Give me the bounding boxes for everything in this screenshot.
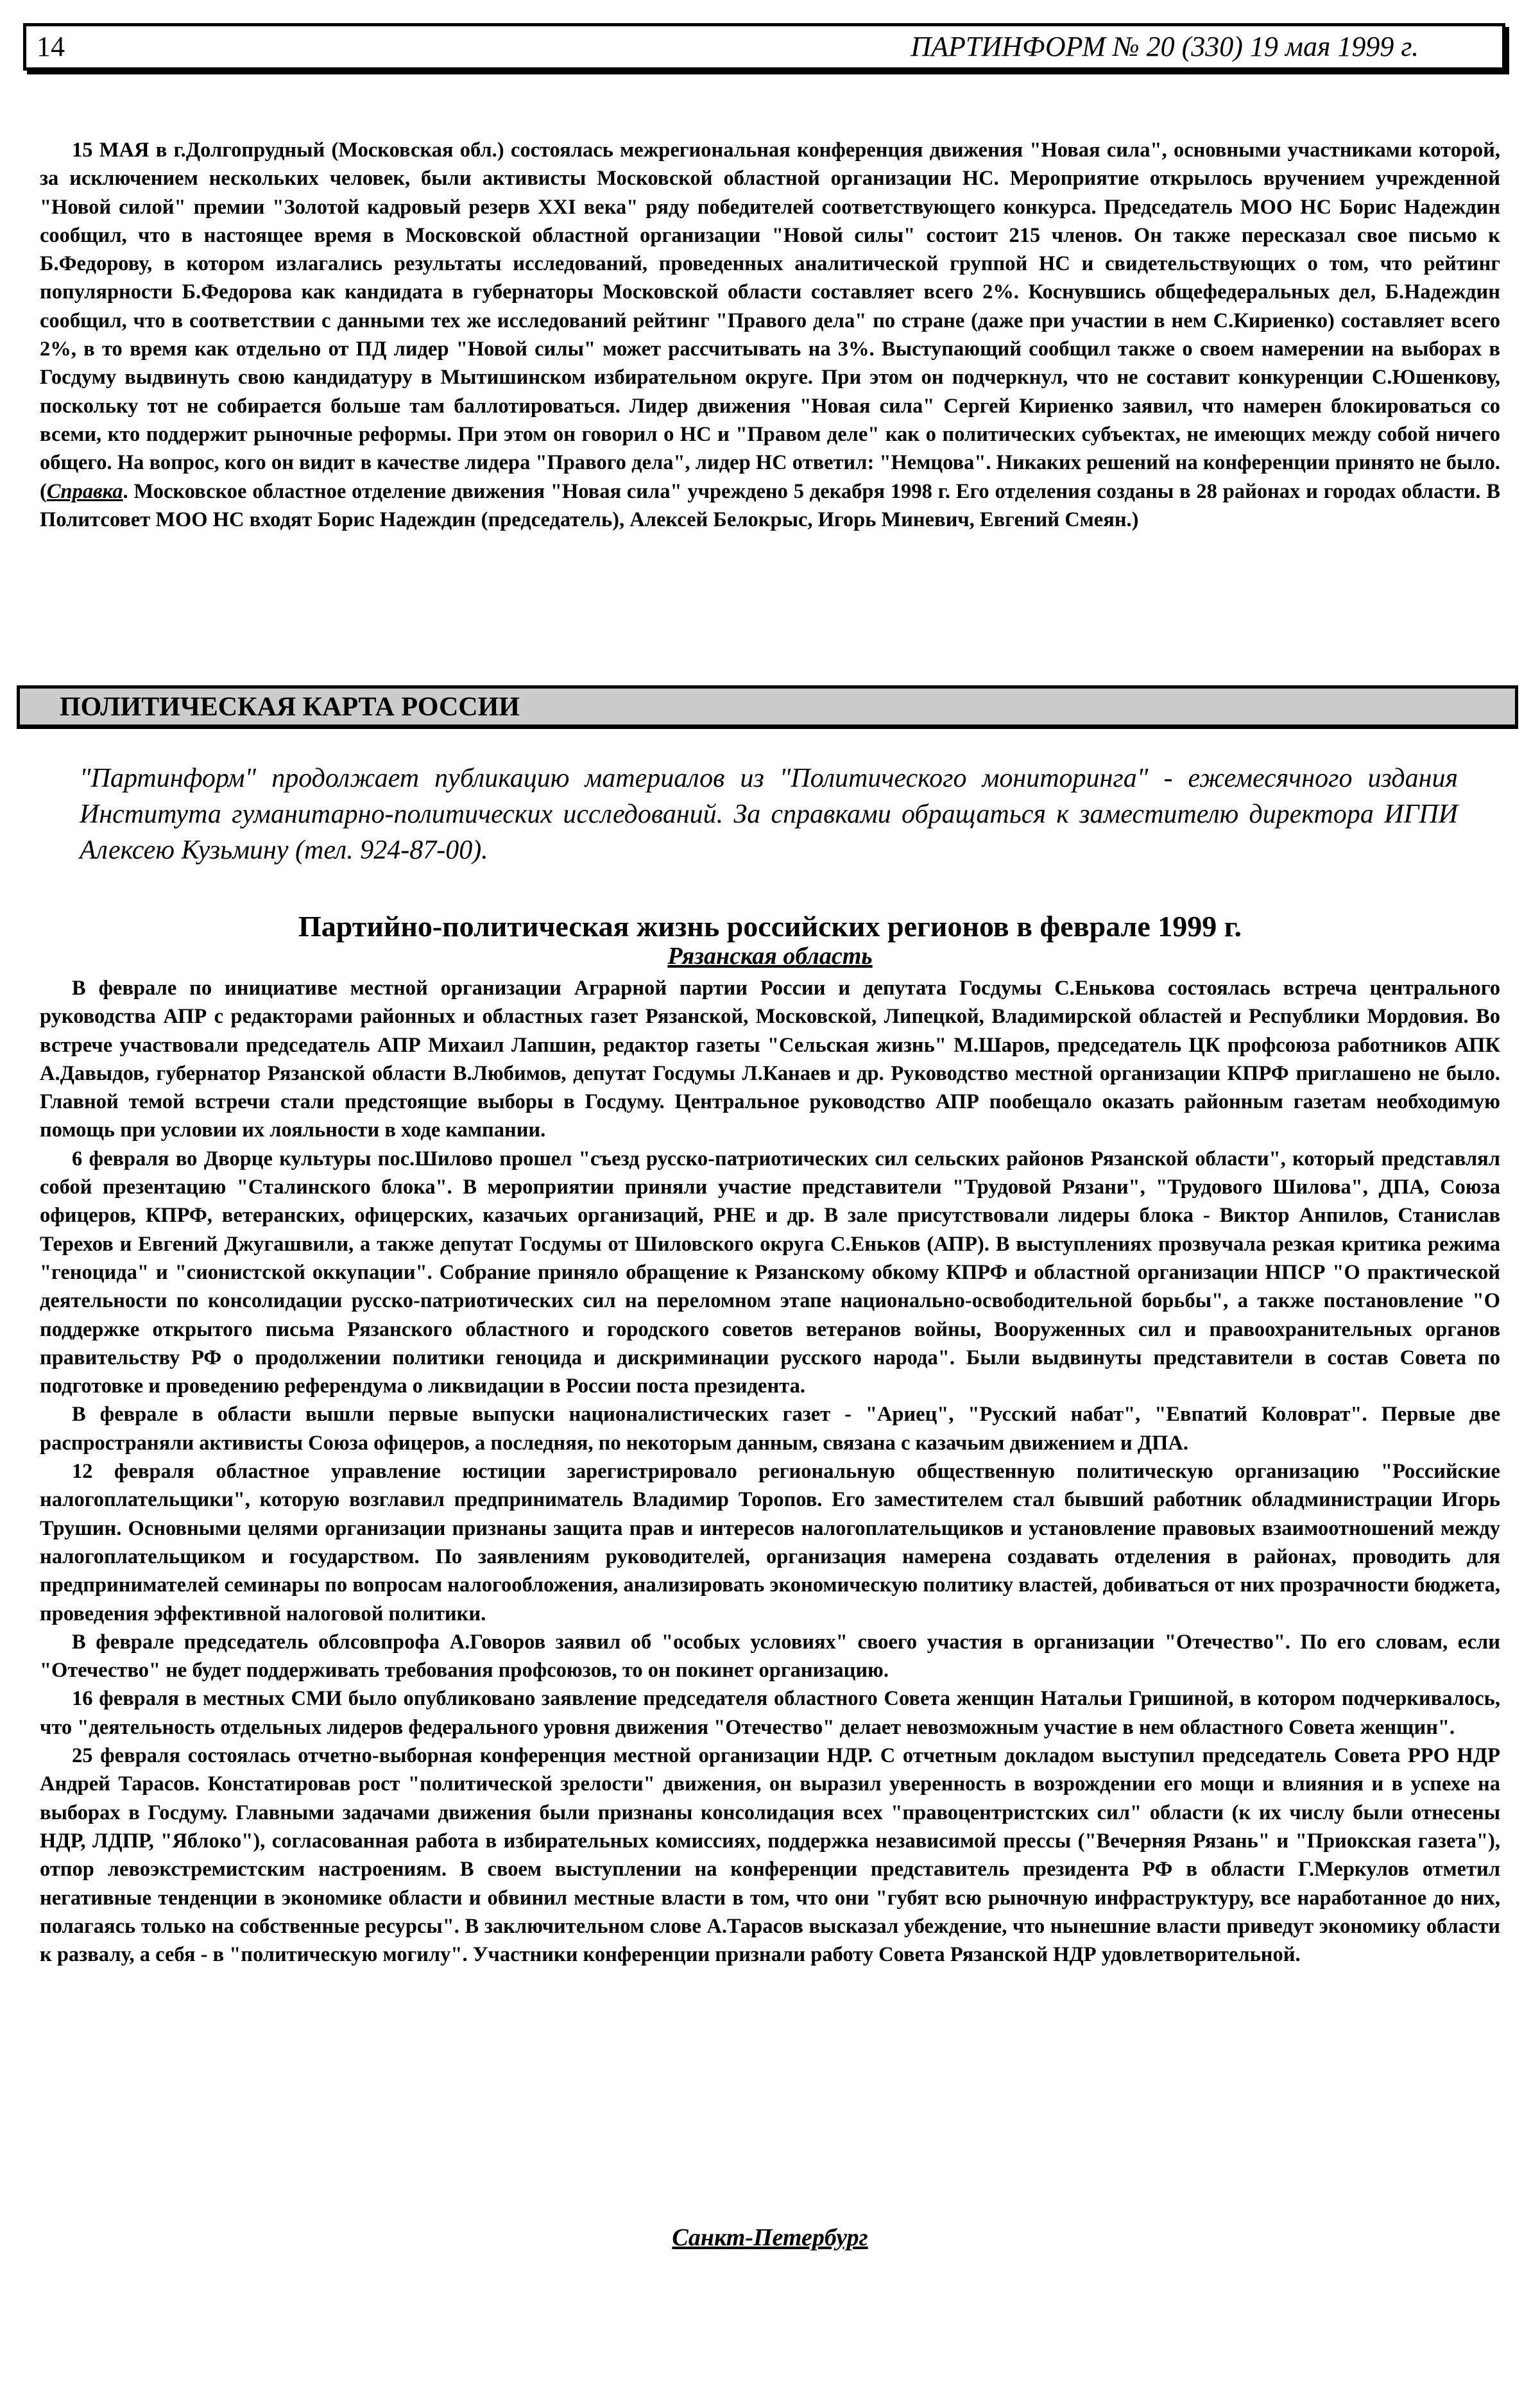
region-title-spb: Санкт-Петербург xyxy=(672,2224,868,2251)
page-number: 14 xyxy=(37,31,65,62)
page-header xyxy=(23,23,1505,71)
section-intro: "Партинформ" продолжает публикацию материалов из "Политического мониторинга" - ежемесячного издания Института гуманитарно-политических исследований. За справками обращаться к заместителю директора ИГПИ Алексею Кузьмину (тел. 924-87-00). xyxy=(80,764,1458,865)
note-label: Справка xyxy=(46,479,123,503)
region-paragraph: 12 февраля областное управление юстиции зарегистрировало региональную общественную политическую организацию "Российские налогоплательщики", которую возглавил предприниматель Владимир Торопов. Его заместителем стал бывший работник обладминистрации Игорь Трушин. Основными целями организации признаны защита прав и интересов налогоплательщиков и установление правовых взаимоотношений между налогоплательщиком и государством. По заявлениям руководителей, организация намерена создавать отделения в районах, проводить для предпринимателей семинары по вопросам налогообложения, анализировать экономическую политику властей, добиваться от них прозрачности бюджета, проведения эффективной налоговой политики. xyxy=(40,1460,1500,1625)
region-title-ryazan: Рязанская область xyxy=(667,943,873,970)
region-paragraph: 6 февраля во Дворце культуры пос.Шилово прошел "съезд русско-патриотических сил сельских районов Рязанской области", который представлял собой презентацию "Сталинского блока". В мероприятии приняли участие представители "Трудовой Рязани", "Трудового Шилова", ДПА, Союза офицеров, КПРФ, ветеранских, офицерских, казачьих организаций, РНЕ и др. В зале присутствовали лидеры блока - Виктор Анпилов, Станислав Терехов и Евгений Джугашвили, а также депутат Госдумы от Шиловского округа С.Еньков (АПР). В выступлениях прозвучала резкая критика режима "геноцида" и "сионистской оккупации". Собрание приняло обращение к Рязанскому обкому КПРФ и областной организации НПСР "О практической деятельности по консолидации русско-патриотических сил на переломном этапе национально-освободительной борьбы", а также постановление "О поддержке открытого письма Рязанского областного и городского советов ветеранов войны, Вооруженных сил и правоохранительных органов правительству РФ о продолжении политики геноцида и дискриминации русского народа". Были выдвинуты представители в состав Совета по подготовке и проведению референдума о ликвидации в России поста президента. xyxy=(40,1147,1500,1398)
region-body-ryazan xyxy=(40,974,1500,1969)
article-paragraph: 15 МАЯ в г.Долгопрудный (Московская обл.) состоялась межрегиональная конференция движения "Новая сила", основными участниками которой, за исключением нескольких человек, были активисты Московской областной организации НС. Мероприятие открылось вручением учрежденной "Новой силой" премии "Золотой кадровый резерв XXI века" ряду победителей соответствующего конкурса. Председатель МОО НС Борис Надеждин сообщил, что в настоящее время в Московской областной организации "Новой силы" состоит 215 членов. Он также пересказал свое письмо к Б.Федорову, в котором излагались результаты исследований, проведенных аналитической группой НС и свидетельствующих о том, что рейтинг популярности Б.Федорова как кандидата в губернаторы Московской области составляет всего 2%. Коснувшись общефедеральных дел, Б.Надеждин сообщил, что в соответствии с данными тех же исследований рейтинг "Правого дела" по стране (даже при участии в нем С.Кириенко) составляет всего 2%, в то время как отдельно от ПД лидер "Новой силы" может рассчитывать на 3%. Выступающий сообщил также о своем намерении на выборах в Госдуму выдвинуть свою кандидатуру в Мытишинском избирательном округе. При этом он подчеркнул, что не составит конкуренции С.Юшенкову, поскольку тот не собирается больше там баллотироваться. Лидер движения "Новая сила" Сергей Кириенко заявил, что намерен блокироваться со всеми, кто поддержит рыночные реформы. При этом он говорил о НС и "Правом деле" как о политических субъектах, не имеющих между собой ничего общего. На вопрос, кого он видит в качестве лидера "Правого дела", лидер НС ответил: "Немцова". Никаких решений на конференции принято не было. (Справка. Московское областное отделение движения "Новая сила" учреждено 5 декабря 1998 г. Его отделения созданы в 28 районах и городах области. В Политсовет МОО НС входят Борис Надеждин (председатель), Алексей Белокрыс, Игорь Миневич, Евгений Смеян.) xyxy=(40,139,1500,531)
section-title: ПОЛИТИЧЕСКАЯ КАРТА РОССИИ xyxy=(60,692,520,722)
masthead: ПАРТИНФОРМ № 20 (330) 19 мая 1999 г. xyxy=(911,31,1419,62)
region-paragraph: В феврале по инициативе местной организации Аграрной партии России и депутата Госдумы С.Енькова состоялась встреча центрального руководства АПР с редакторами районных и областных газет Рязанской, Московской, Липецкой, Владимирской областей и Республики Мордовия. Во встрече участвовали председатель АПР Михаил Лапшин, редактор газеты "Сельская жизнь" М.Шаров, председатель ЦК профсоюза работников АПК А.Давыдов, губернатор Рязанской области В.Любимов, депутат Госдумы Л.Канаев и др. Руководство местной организации КПРФ приглашено не было. Главной темой встречи стали предстоящие выборы в Госдуму. Центральное руководство АПР пообещало оказать районным газетам необходимую помощь при условии их лояльности в ходе кампании. xyxy=(40,977,1500,1142)
region-paragraph: 16 февраля в местных СМИ было опубликовано заявление председателя областного Совета женщин Натальи Гришиной, в котором подчеркивалось, что "деятельность отдельных лидеров федерального уровня движения "Отечество" делает невозможным участие в нем областного Совета женщин". xyxy=(40,1687,1500,1739)
region-paragraph: 25 февраля состоялась отчетно-выборная конференция местной организации НДР. С отчетным докладом выступил председатель Совета РРО НДР Андрей Тарасов. Констатировав рост "политической зрелости" движения, он выразил уверенность в возрождении его мощи и влияния и в успехе на выборах в Госдуму. Главными задачами движения были признаны консолидация всех "правоцентристских сил" области (к их числу были отнесены НДР, ЛДПР, "Яблоко"), согласованная работа в избирательных комиссиях, поддержка независимой прессы ("Вечерняя Рязань" и "Приокская газета"), отпор левоэкстремистским настроениям. В своем выступлении на конференции представитель президента РФ в области Г.Меркулов отметил негативные тенденции в экономике области и обвинил местные власти в том, что они "губят всю рыночную инфраструктуру, все наработанное до них, полагаясь только на собственные ресурсы". В заключительном слове А.Тарасов высказал убеждение, что нынешние власти приведут экономику области к развалу, а себя - в "политическую могилу". Участники конференции признали работу Совета Рязанской НДР удовлетворительной. xyxy=(40,1744,1500,1967)
article-new-force-conference xyxy=(40,136,1500,534)
report-title: Партийно-политическая жизнь российских регионов в феврале 1999 г. xyxy=(298,910,1242,943)
region-paragraph: В феврале в области вышли первые выпуски националистических газет - "Ариец", "Русский набат", "Евпатий Коловрат". Первые две распространяли активисты Союза офицеров, а последняя, по некоторым данным, связана с казачьим движением и ДПА. xyxy=(40,1403,1500,1455)
section-header-band xyxy=(17,685,1518,729)
region-paragraph: В феврале председатель облсовпрофа А.Говоров заявил об "особых условиях" своего участия в организации "Отечество". По его словам, если "Отечество" не будет поддерживать требования профсоюзов, то он покинет организацию. xyxy=(40,1630,1500,1683)
